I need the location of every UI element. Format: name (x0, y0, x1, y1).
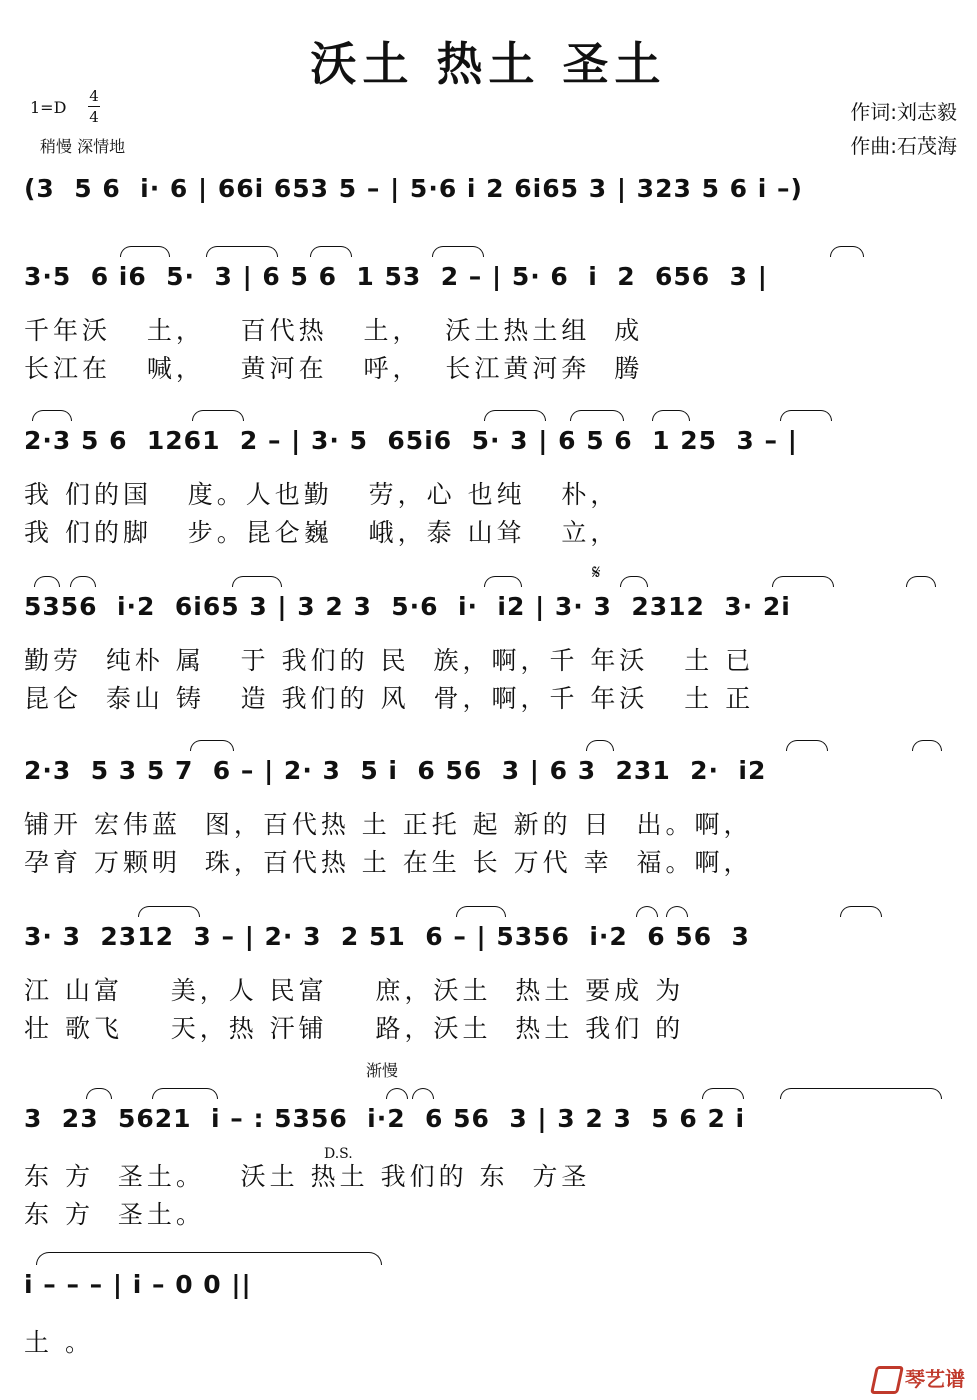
lyric-line-3a: 我 们的国 度。人也勤 劳，心 也纯 朴， (24, 480, 620, 509)
lyric-line-4b: 昆仑 泰山 铸 造 我们的 风 骨，啊，千 年沃 土 正 (24, 684, 755, 713)
logo-icon (870, 1366, 904, 1394)
notation-line-6: 3· 3 2312 3 – | 2· 3 2 51 6 – | 5356 i·2 6 56 3 (24, 921, 750, 951)
segno-mark: 𝄋 (592, 560, 601, 584)
slur-arc (666, 906, 688, 917)
lyric-line-2b: 长江在 喊， 黄河在 呼， 长江黄河奔 腾 (24, 354, 644, 383)
time-signature (88, 86, 100, 127)
lyric-line-6a: 江 山富 美，人 民富 庶，沃土 热土 要成 为 (24, 976, 685, 1005)
slur-arc (636, 906, 658, 917)
slur-arc (138, 906, 200, 917)
slur-arc (484, 410, 546, 421)
slur-arc (772, 576, 834, 587)
slur-arc (830, 246, 864, 257)
slur-arc (906, 576, 936, 587)
slur-arc (840, 906, 882, 917)
song-title: 沃土 热土 圣土 (310, 37, 667, 91)
lyric-line-7b: 东 方 圣土。 (24, 1200, 205, 1229)
lyric-line-7a: 东 方 圣土。 沃土 热土 我们的 东 方圣 (24, 1162, 591, 1191)
lyric-line-6b: 壮 歌飞 天，热 汗铺 路，沃土 热土 我们 的 (24, 1014, 685, 1043)
slur-arc (206, 246, 278, 257)
slur-arc (620, 576, 648, 587)
slur-arc (912, 740, 942, 751)
slur-arc (152, 1088, 218, 1099)
lyric-line-8a: 土 。 (24, 1328, 94, 1357)
slur-arc (456, 906, 506, 917)
lyricist-credit: 作词:刘志毅 (850, 100, 957, 124)
lyric-line-5b: 孕育 万颗明 珠，百代热 土 在生 长 万代 幸 福。啊， (24, 848, 753, 877)
composer-credit: 作曲:石茂海 (850, 134, 957, 158)
slur-arc (780, 1088, 942, 1099)
time-bottom: 4 (89, 108, 99, 126)
notation-line-5: 2·3 5 3 5 7 6 – | 2· 3 5 i 6 56 3 | 6 3 231 2· i2 (24, 755, 767, 785)
slur-arc (86, 1088, 112, 1099)
lyric-line-5a: 铺开 宏伟蓝 图，百代热 土 正托 起 新的 日 出。啊， (24, 810, 753, 839)
final-tie-arc (36, 1252, 382, 1265)
site-logo (873, 1363, 965, 1395)
ds-mark: D.S. (324, 1146, 353, 1162)
slur-arc (652, 410, 690, 421)
slur-arc (386, 1088, 408, 1099)
slur-arc (192, 410, 244, 421)
slur-arc (412, 1088, 434, 1099)
notation-line-2: 3·5 6 i6 5· 3 | 6 5 6 1 53 2 – | 5· 6 i 2 656 3 | (24, 261, 768, 291)
slur-arc (570, 410, 624, 421)
key-label: 1=D (30, 98, 67, 117)
time-top: 4 (89, 87, 99, 105)
slur-arc (786, 740, 828, 751)
notation-line-4: 5356 i·2 6i65 3 | 3 2 3 5·6 i· i2 | 3· 3 2312 3· 2i (24, 591, 791, 621)
notation-line-3: 2·3 5 6 1261 2 – | 3· 5 65i6 5· 3 | 6 5 6 1 25 3 – | (24, 425, 798, 455)
slur-arc (432, 246, 484, 257)
notation-line-7: 3 23 5621 i – : 5356 i·2 6 56 3 | 3 2 3 5 6 2 i (24, 1103, 746, 1133)
lyric-line-4a: 勤劳 纯朴 属 于 我们的 民 族，啊，千 年沃 土 已 (24, 646, 755, 675)
slur-arc (232, 576, 282, 587)
lyric-line-2a: 千年沃 土， 百代热 土， 沃土热土组 成 (24, 316, 644, 345)
notation-line-8: i – – – | i – 0 0 || (24, 1269, 252, 1299)
lyric-line-3b: 我 们的脚 步。昆仑巍 峨，泰 山耸 立， (24, 518, 620, 547)
slur-arc (702, 1088, 744, 1099)
slur-arc (120, 246, 170, 257)
tempo-marking: 稍慢 深情地 (40, 137, 126, 156)
slur-arc (586, 740, 614, 751)
slur-arc (310, 246, 352, 257)
logo-text: 琴艺谱 (905, 1366, 965, 1391)
slur-arc (70, 576, 96, 587)
slur-arc (780, 410, 832, 421)
slur-arc (484, 576, 522, 587)
slur-arc (190, 740, 234, 751)
tempo-rit-mark: 渐慢 (366, 1061, 399, 1080)
slur-arc (32, 410, 72, 421)
slur-arc (34, 576, 60, 587)
notation-line-1: (3 5 6 i· 6 | 66i 653 5 – | 5·6 i 2 6i65 3 | 323 5 6 i –) (24, 173, 803, 203)
key-signature (30, 87, 99, 126)
